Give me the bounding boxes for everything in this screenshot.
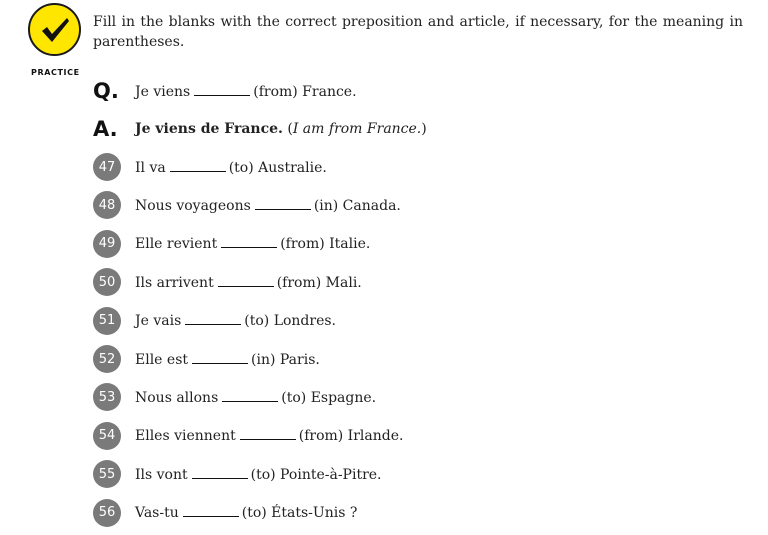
example-answer: A. Je viens de France. (I am from France.) bbox=[93, 117, 427, 141]
answer-blank[interactable] bbox=[192, 466, 248, 479]
exercise-item bbox=[93, 192, 401, 218]
exercise-text-before: Vas-tu bbox=[135, 505, 179, 522]
answer-blank[interactable] bbox=[221, 235, 277, 248]
exercise-text-after: (to) Australie. bbox=[228, 159, 327, 176]
answer-blank[interactable] bbox=[255, 197, 311, 210]
exercise-number: 47 bbox=[93, 153, 121, 181]
answer-blank[interactable] bbox=[218, 274, 274, 287]
question-before: Je viens bbox=[135, 83, 191, 100]
exercise-item bbox=[93, 269, 362, 295]
exercise-item bbox=[93, 423, 403, 449]
exercise-text-before: Nous allons bbox=[135, 389, 219, 406]
exercise-item bbox=[93, 384, 376, 410]
a-marker: A. bbox=[93, 117, 118, 141]
exercise-text-after: (from) Irlande. bbox=[298, 428, 404, 445]
practice-label: PRACTICE bbox=[31, 68, 80, 77]
checkmark-icon bbox=[38, 13, 72, 47]
exercise-number: 53 bbox=[93, 383, 121, 411]
exercise-number: 49 bbox=[93, 230, 121, 258]
answer-blank[interactable] bbox=[194, 83, 250, 96]
exercise-text-before: Ils vont bbox=[135, 466, 188, 483]
exercise-item bbox=[93, 308, 336, 334]
answer-blank[interactable] bbox=[183, 504, 239, 517]
exercise-text-after: (from) Italie. bbox=[280, 236, 371, 253]
exercise-text-before: Elles viennent bbox=[135, 428, 236, 445]
exercise-text-before: Nous voyageons bbox=[135, 197, 251, 214]
exercise-item bbox=[93, 500, 357, 526]
exercise-text-after: (to) États-Unis ? bbox=[241, 505, 358, 522]
exercise-number: 50 bbox=[93, 268, 121, 296]
exercise-number: 56 bbox=[93, 499, 121, 527]
exercise-number: 55 bbox=[93, 460, 121, 488]
question-after: (from) France. bbox=[253, 83, 357, 100]
answer-blank[interactable] bbox=[222, 389, 278, 402]
answer-bold: Je viens de France. bbox=[135, 121, 283, 137]
q-marker: Q. bbox=[93, 79, 119, 103]
instructions: Fill in the blanks with the correct preposition and article, if necessary, for the meaning in parentheses. bbox=[93, 14, 743, 50]
exercise-number: 52 bbox=[93, 345, 121, 373]
exercise-item bbox=[93, 346, 320, 372]
answer-translation: I am from France. bbox=[292, 121, 422, 137]
exercise-number: 48 bbox=[93, 191, 121, 219]
exercise-text-after: (to) Pointe-à-Pitre. bbox=[250, 466, 382, 483]
exercise-text-before: Ils arrivent bbox=[135, 274, 214, 291]
exercise-item bbox=[93, 231, 370, 257]
exercise-number: 54 bbox=[93, 422, 121, 450]
answer-blank[interactable] bbox=[170, 159, 226, 172]
exercise-text-before: Elle revient bbox=[135, 236, 218, 253]
exercise-text-before: Je vais bbox=[135, 313, 182, 330]
answer-blank[interactable] bbox=[185, 312, 241, 325]
exercise-text-after: (from) Mali. bbox=[276, 274, 362, 291]
answer-blank[interactable] bbox=[240, 427, 296, 440]
exercise-text-after: (in) Paris. bbox=[251, 351, 320, 368]
exercise-item bbox=[93, 154, 327, 180]
exercise-text-before: Il va bbox=[135, 159, 166, 176]
exercise-item bbox=[93, 461, 382, 487]
exercise-number: 51 bbox=[93, 307, 121, 335]
exercise-text-after: (to) Espagne. bbox=[281, 389, 377, 406]
answer-blank[interactable] bbox=[192, 351, 248, 364]
example-question bbox=[93, 78, 357, 104]
practice-badge bbox=[28, 3, 81, 56]
exercise-text-before: Elle est bbox=[135, 351, 189, 368]
exercise-text-after: (in) Canada. bbox=[313, 197, 401, 214]
exercise-text-after: (to) Londres. bbox=[244, 313, 337, 330]
